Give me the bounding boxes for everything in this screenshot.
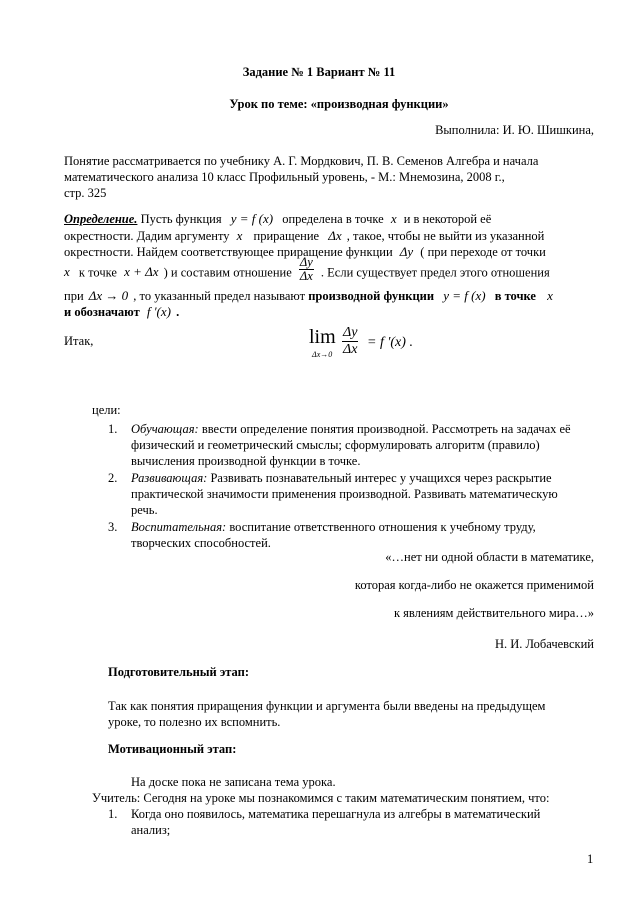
lim-word: lim	[309, 326, 336, 348]
lesson-topic: Урок по теме: «производная функции»	[229, 97, 449, 111]
definition-line-6: и обозначают f ′(x) .	[64, 304, 180, 319]
definition-label: Определение.	[64, 212, 138, 226]
motiv-item-line-2: анализ;	[131, 823, 171, 837]
author-line: Выполнила: И. Ю. Шишкина,	[435, 123, 594, 137]
source-line-1: Понятие рассматривается по учебнику А. Г. Мордкович, П. В. Семенов Алгебра и начала	[64, 154, 539, 168]
ratio-fraction: $\frac{\Delta y}{\Delta x}$	[299, 255, 313, 283]
goal-1-line-1: Обучающая: ввести определение понятия производной. Рассмотреть на задачах её	[131, 422, 571, 436]
epigraph-line-1: «…нет ни одной области в математике,	[385, 550, 594, 564]
motiv-line-2: Учитель: Сегодня на уроке мы познакомимся с таким математическим понятием, что:	[92, 791, 550, 805]
goal-number: 2.	[108, 471, 118, 485]
f-prime: f ′(x)	[146, 304, 171, 319]
definition-line-5: при Δx → 0 , то указанный предел называют производной функции y = f (x) в точке x	[64, 288, 553, 303]
epigraph-author: Н. И. Лобачевский	[494, 637, 594, 651]
epigraph-line-3: к явлениям действительного мира…»	[393, 606, 594, 620]
page-number: 1	[587, 852, 594, 866]
delta-y: Δy	[399, 244, 414, 259]
goal-number: 3.	[108, 520, 118, 534]
limit-rhs: = f ′(x) .	[367, 335, 413, 350]
source-line-3: стр. 325	[64, 186, 107, 200]
formula-intro: Итак,	[64, 334, 94, 348]
goal-2-line-1: Развивающая: Развивать познавательный интерес у учащихся через раскрытие	[131, 471, 552, 485]
definition-line-1: Определение. Пусть функция y = f (x) определена в точке x и в некоторой её	[64, 211, 492, 226]
goal-2-line-3: речь.	[131, 503, 158, 517]
limit-fraction: $\frac{\Delta y}{\Delta x}$	[343, 325, 358, 357]
motiv-item-line-1: Когда оно появилось, математика перешагнула из алгебры в математический	[131, 807, 541, 821]
assignment-title: Задание № 1 Вариант № 11	[242, 65, 396, 79]
motiv-item-number: 1.	[108, 807, 118, 821]
delta-x: Δx	[328, 228, 342, 243]
function-y-fx: y = f (x)	[230, 211, 274, 226]
source-line-2: математического анализа 10 класс Профильный уровень, - М.: Мнемозина, 2008 г.,	[64, 170, 505, 184]
goals-heading: цели:	[92, 403, 121, 417]
definition-line-4: x к точке x + Δx ) и составим отношение $\frac{\Delta y}{\Delta x}$ . Если существует предел этого отношения	[64, 255, 550, 283]
definition-line-2: окрестности. Дадим аргументу x приращение Δx , такое, чтобы не выйти из указанной	[64, 228, 545, 243]
motiv-heading: Мотивационный этап:	[108, 742, 237, 756]
motiv-line-1: На доске пока не записана тема урока.	[131, 775, 336, 789]
prep-line-2: уроке, то полезно их вспомнить.	[108, 715, 281, 729]
prep-heading: Подготовительный этап:	[108, 665, 249, 679]
goal-1-line-3: вычисления производной функции в точке.	[131, 454, 361, 468]
derivative-term: производной функции	[308, 289, 435, 303]
goal-3-line-1: Воспитательная: воспитание ответственного отношения к учебному труду,	[131, 520, 536, 534]
goal-1-line-2: физический и геометрический смыслы; сформулировать алгоритм (правило)	[131, 438, 540, 452]
lim-subscript: Δx→0	[312, 350, 333, 359]
epigraph-line-2: которая когда-либо не окажется применимой	[354, 578, 594, 592]
goal-3-line-2: творческих способностей.	[131, 536, 271, 550]
goal-2-line-2: практической значимости применения производной. Развивать математическую	[131, 487, 558, 501]
goal-number: 1.	[108, 422, 118, 436]
definition-line-3: окрестности. Найдем соответствующее приращение функции Δy ( при переходе от точки	[64, 244, 546, 259]
prep-line-1: Так как понятия приращения функции и аргумента были введены на предыдущем	[108, 699, 546, 713]
